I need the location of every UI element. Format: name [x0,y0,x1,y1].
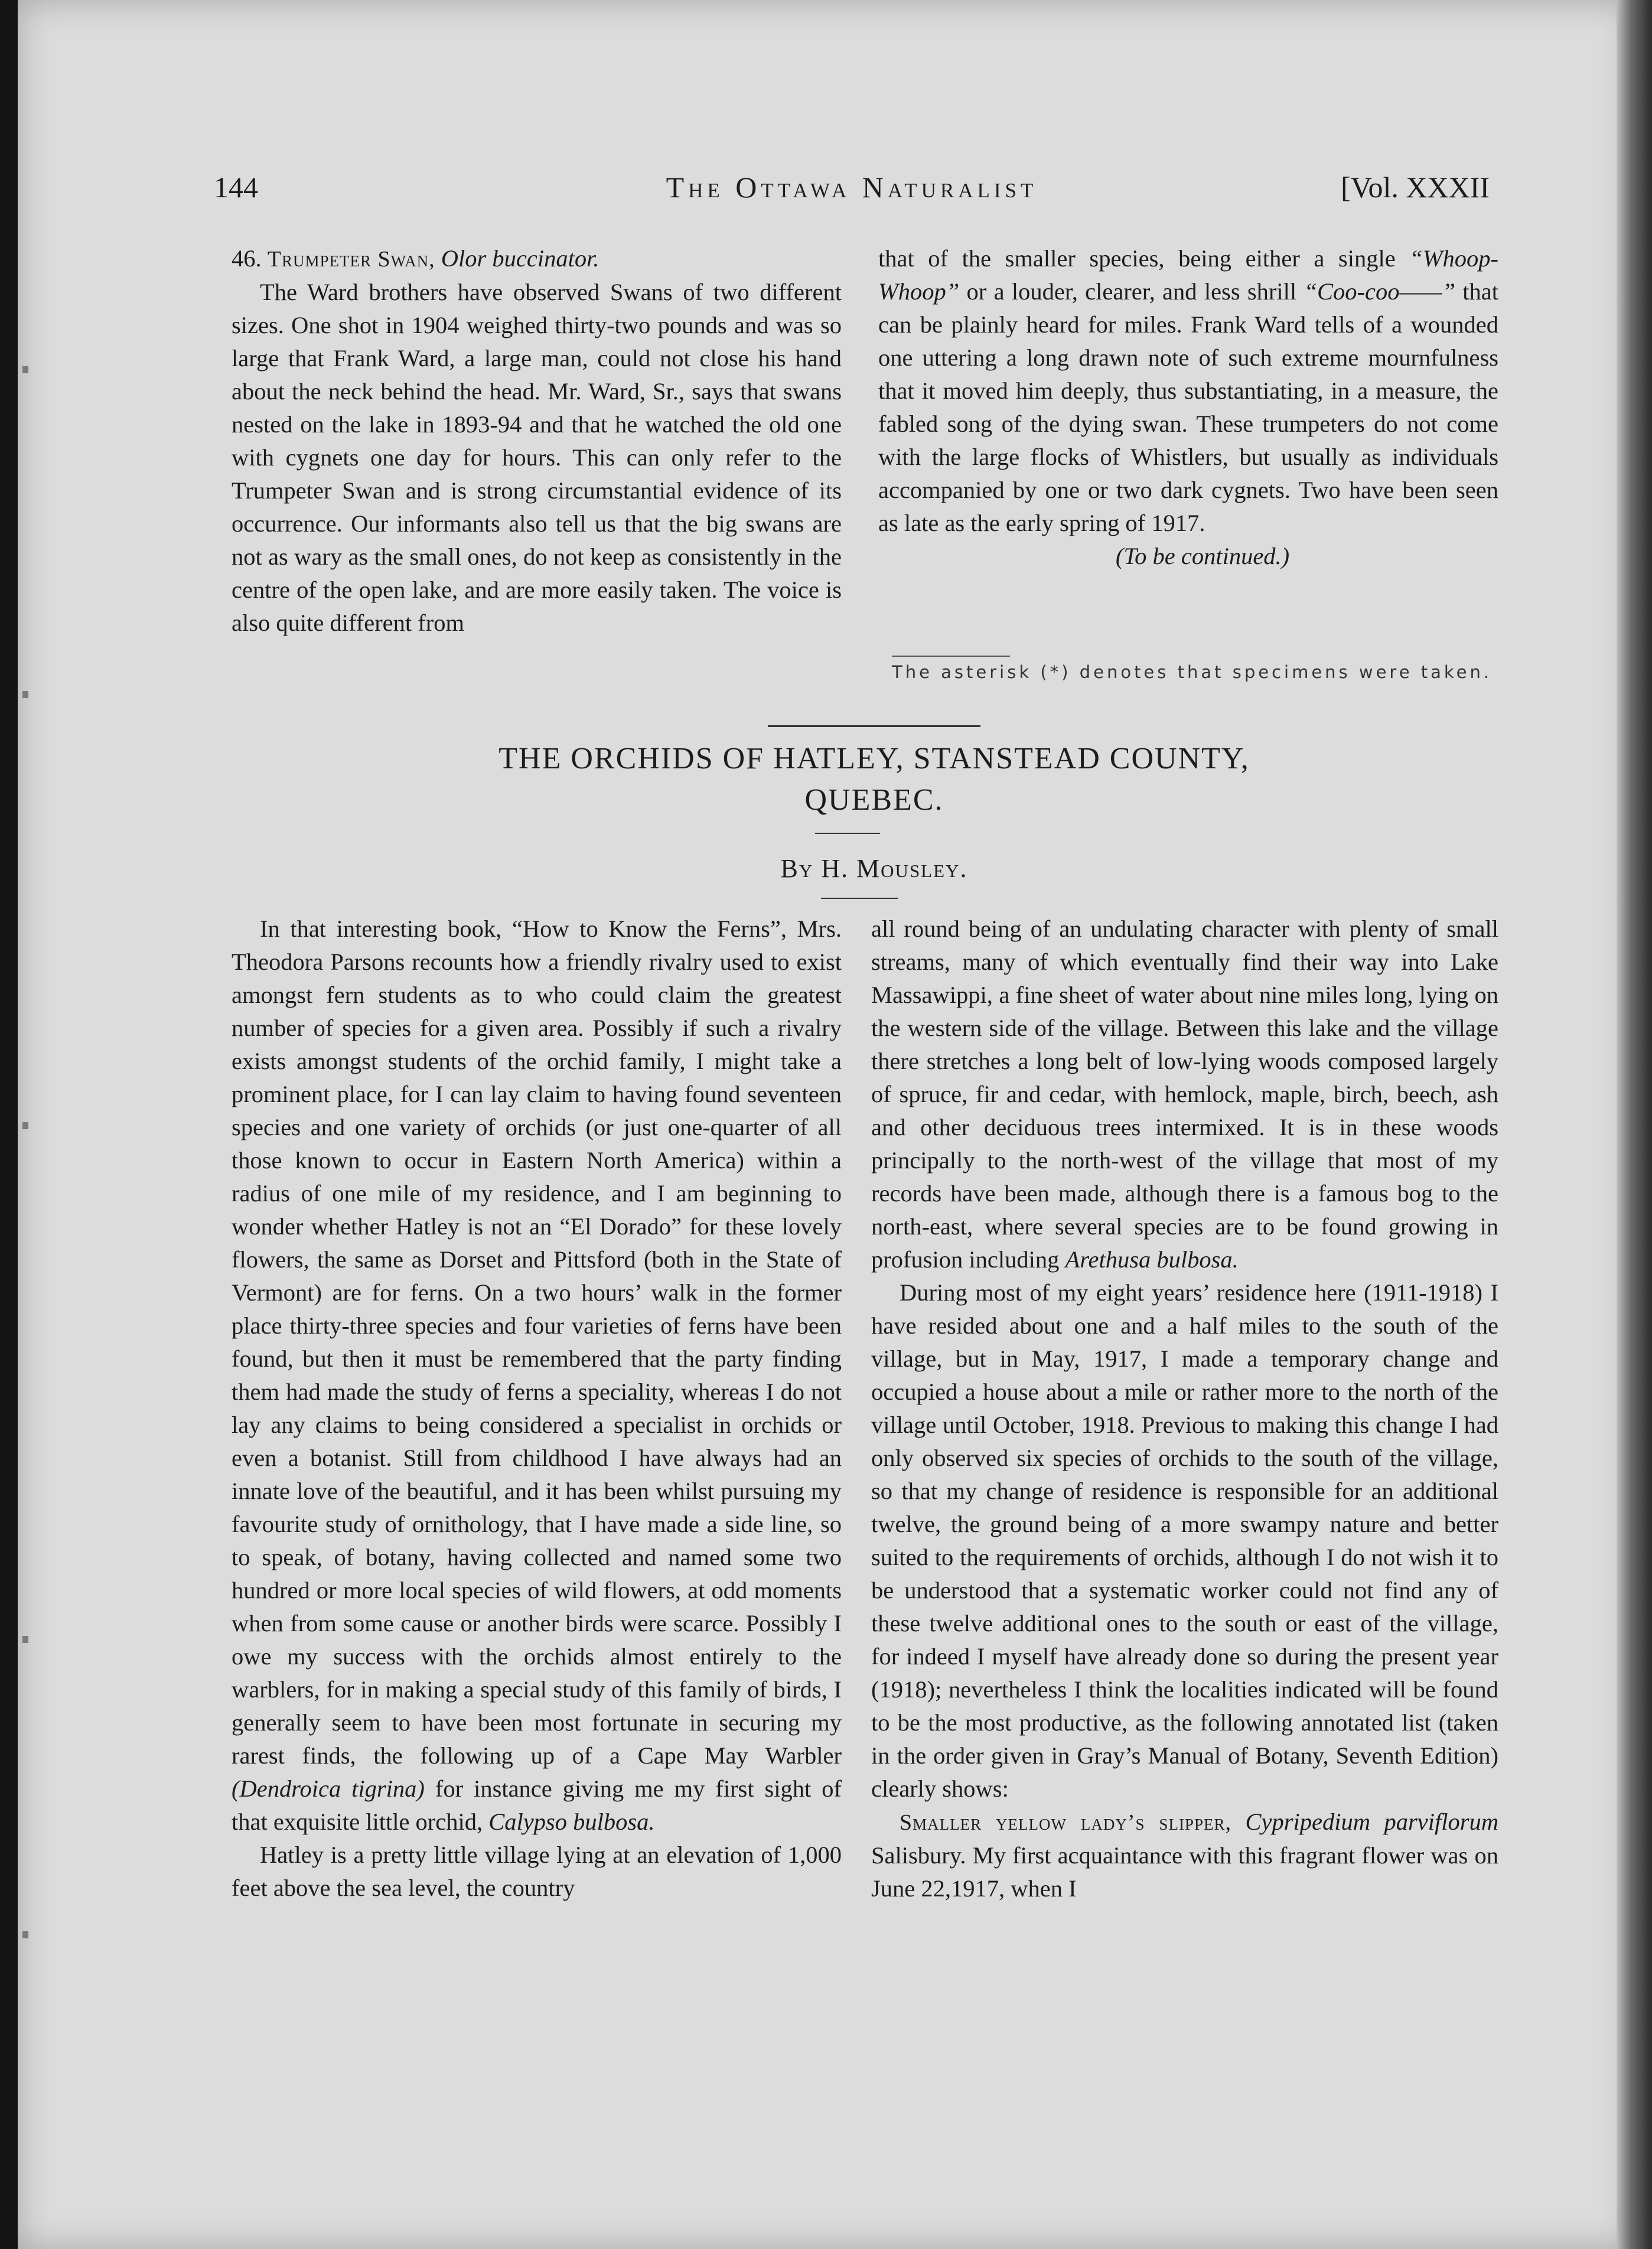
swan-right-column [878,242,1498,573]
footnote-rule [892,656,1010,657]
call-coo: “Coo-coo——” [1304,278,1455,305]
species-entry [871,1805,1498,1905]
call-whoop: “Whoop-Whoop” [878,245,1498,305]
binding-edge [1617,0,1652,2249]
article-left-column [232,912,842,1905]
latin-arethusa: Arethusa bulbosa. [1065,1246,1239,1273]
byline: By H. Mousley. [780,854,968,883]
journal-title: The Ottawa Naturalist [666,171,1038,204]
footnote: The asterisk (*) denotes that specimens were taken. [892,662,1493,682]
byline-rule [821,898,898,899]
edge-mark [22,691,28,698]
article-title [354,738,1394,821]
text-run: all round being of an undulating character with plenty of small streams, many of which eventually find their way into Lake Massawippi, a fine sheet of water about nine miles long, lying on the western side of the village. Between this lake and the village there stretches a long belt of low-lying woods composed largely of spruce, fir and cedar, with hemlock, maple, birch, beech, ash and other deciduous trees intermixed. It is in these woods principally to the north-west of the village that most of my records have been made, although there is a famous bog to the north-east, where several species are to be found growing in profusion including [871,915,1498,1273]
running-header [214,170,1490,211]
species-latin-name: Olor buccinator. [441,245,599,272]
page-number: 144 [214,171,258,204]
species-entry-latin: Cypripedium parviflorum [1245,1808,1499,1835]
to-be-continued: (To be continued.) [1115,543,1290,569]
swan-continuation [878,242,1498,540]
swan-paragraph: The Ward brothers have observed Swans of two different sizes. One shot in 1904 weighed thirty-two pounds and was so large that Frank Ward, a large man, could not close his hand about the neck behind the head. Mr. Ward, Sr., says that swans nested on the lake in 1893-94 and that he watched the old one with cygnets one day for hours. This can only refer to the Trumpeter Swan and is strong circumstantial evidence of its occurrence. Our informants also tell us that the big swans are not as wary as the small ones, do not keep as consistently in the centre of the open lake, and are more easily taken. The voice is also quite different from [232,279,842,636]
article-right-column [871,912,1498,1905]
edge-mark [22,1636,28,1643]
species-entry-name: Smaller yellow lady’s slipper, [900,1810,1231,1835]
species-common-name: Trumpeter Swan, [267,247,435,272]
edge-mark [22,366,28,373]
text-run: In that interesting book, “How to Know the Ferns”, Mrs. Theodora Parsons recounts how a friendly rivalry used to exist amongst fern students as to who could claim the greatest number of species for a given area. Possibly if such a rivalry exists amongst students of the orchid family, I might take a prominent place, for I can lay claim to having found seventeen species and one variety of orchids (or just one-quarter of all those known to occur in Eastern North America) within a radius of one mile of my residence, and I am beginning to wonder whether Hatley is not an “El Dorado” for these lovely flowers, the same as Dorset and Pittsford (both in the State of Vermont) are for ferns. On a two hours’ walk in the former place thirty-three species and four varieties of ferns have been found, but then it must be remembered that the party finding them had made the study of ferns a speciality, whereas I do not lay any claims to being considered a specialist in orchids or even a botanist. Still from childhood I have always had an innate love of the beautiful, and it has been whilst pursuing my favourite study of ornithology, that I have made a side line, so to speak, of botany, having collected and named some two hundred or more local species of wild flowers, at odd moments when from some cause or another birds were scarce. Possibly I owe my success with the orchids almost entirely to the warblers, for in making a special study of this family of birds, I generally seem to have been most fortunate in securing my rarest finds, the following up of a Cape May Warbler [232,915,842,1769]
article-paragraph-1 [232,912,842,1839]
latin-calypso: Calypso bulbosa. [488,1808,655,1835]
edge-mark [22,1931,28,1938]
section-divider [768,725,980,727]
text-run: Salisbury. My first acquaintance with this fragrant flower was on June 22,1917, when I [871,1842,1498,1902]
title-rule [815,833,880,834]
swan-left-column [232,242,842,640]
text-run: or a louder, clearer, and less shrill [959,278,1297,305]
article-paragraph-2: Hatley is a pretty little village lying at an elevation of 1,000 feet above the sea level, the country [232,1841,842,1901]
text-run: that of the smaller species, being either a single [878,245,1396,272]
edge-mark [22,1122,28,1129]
species-number: 46. [232,245,262,272]
title-line-2: QUEBEC. [804,783,944,817]
species-heading [232,242,842,276]
latin-warbler: (Dendroica tigrina) [232,1775,425,1802]
article-paragraph-4: During most of my eight years’ residence here (1911-1918) I have resided about one and a half miles to the south of the village, but in May, 1917, I made a temporary change and occupied a house about a mile or rather more to the north of the village until October, 1918. Previous to making this change I had only observed six species of orchids to the south of the village, so that my change of residence is responsible for an additional twelve, the ground being of a more swampy nature and better suited to the requirements of orchids, although I do not wish it to be understood that a systematic worker could not find any of these twelve additional ones to the south or east of the village, for indeed I myself have already done so during the present year (1918); nevertheless I think the localities indicated will be found to be the most productive, as the following annotated list (taken in the order given in Gray’s Manual of Botany, Seventh Edition) clearly shows: [871,1279,1498,1802]
title-line-1: THE ORCHIDS OF HATLEY, STANSTEAD COUNTY, [498,742,1250,775]
article-paragraph-3 [871,912,1498,1276]
text-run: for instance giving me my first sight of that exquisite little orchid, [232,1775,842,1835]
volume-label: [Vol. XXXII [1341,171,1490,204]
text-run: that can be plainly heard for miles. Frank Ward tells of a wounded one uttering a long drawn note of such extreme mournfulness that it moved him deeply, thus substantiating, in a measure, the fabled song of the dying swan. These trumpeters do not come with the large flocks of Whistlers, but usually as individuals accompanied by one or two dark cygnets. Two have been seen as late as the early spring of 1917. [878,278,1499,536]
